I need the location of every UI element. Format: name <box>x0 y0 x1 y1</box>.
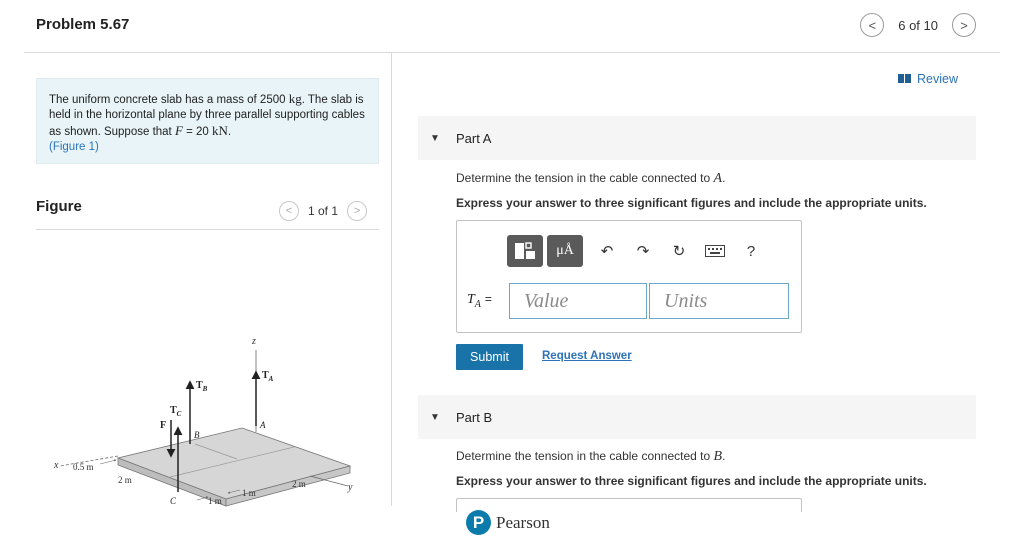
dimension-0-5m: 0.5 m <box>73 462 94 472</box>
z-axis-label: z <box>252 336 256 347</box>
next-problem-button[interactable] <box>952 13 976 37</box>
review-label: Review <box>917 72 958 86</box>
answer-variable-label: $T_A$ = <box>467 292 492 310</box>
request-answer-link[interactable]: Request Answer <box>542 350 632 362</box>
problem-text-1: The uniform concrete slab has a mass of 2500 <box>49 94 289 106</box>
units-symbol-icon: μÅ <box>556 243 574 258</box>
review-link[interactable] <box>898 72 958 86</box>
part-b-question-var: B <box>713 449 723 464</box>
part-a-instruction: Express your answer to three significant figures and include the appropriate units. <box>456 196 927 210</box>
point-c-label: C <box>170 496 177 506</box>
part-b-header[interactable] <box>418 395 976 439</box>
prev-problem-button[interactable] <box>860 13 884 37</box>
chevron-right-icon: > <box>960 17 968 33</box>
part-a-question-var: A <box>713 171 723 186</box>
math-toolbar <box>507 235 767 267</box>
left-panel <box>36 53 392 546</box>
force-f-label: F <box>160 420 167 431</box>
part-a-question <box>456 171 725 187</box>
caret-down-icon: ▼ <box>430 411 440 423</box>
dimension-1m-b: 1 m <box>242 488 256 498</box>
problem-page-count: 6 of 10 <box>898 17 938 33</box>
chevron-left-icon: < <box>868 17 877 33</box>
part-b-question-end: . <box>722 449 726 463</box>
chevron-right-icon: > <box>353 205 361 217</box>
units-symbol-button[interactable] <box>547 235 583 267</box>
point-b-label: B <box>194 430 200 440</box>
figure-divider <box>36 229 379 230</box>
dimension-1m-a: 1 m <box>208 496 222 506</box>
problem-text-2: . The slab is held in the horizontal plane by three parallel supporting cables as shown. Suppose that <box>49 94 365 138</box>
help-icon: ? <box>746 242 756 260</box>
part-a-question-text: Determine the tension in the cable connected to <box>456 171 714 185</box>
keyboard-button[interactable] <box>699 235 731 267</box>
next-figure-button[interactable] <box>347 201 367 221</box>
prev-figure-button[interactable] <box>279 201 299 221</box>
part-b-instruction: Express your answer to three significant figures and include the appropriate units. <box>456 474 927 488</box>
units-input[interactable]: Units <box>649 283 789 319</box>
unit-kg: kg <box>288 91 302 106</box>
part-a-header[interactable] <box>418 116 976 160</box>
tension-a-label: $T_A$ <box>262 370 274 383</box>
book-icon <box>898 72 911 86</box>
template-icon <box>514 242 536 260</box>
slab-figure <box>50 278 360 518</box>
problem-text-3: = 20 <box>182 126 212 138</box>
variable-f: F <box>174 123 183 138</box>
part-b-label: Part B <box>456 409 493 425</box>
right-panel <box>392 53 1000 546</box>
point-a-label: A <box>260 420 266 430</box>
caret-down-icon: ▼ <box>430 132 440 144</box>
problem-statement <box>36 78 379 164</box>
problem-nav <box>860 13 976 37</box>
dimension-line <box>100 460 116 464</box>
part-b-question-text: Determine the tension in the cable connected to <box>456 449 714 463</box>
pearson-brand <box>466 510 550 535</box>
submit-button[interactable]: Submit <box>456 344 523 370</box>
part-b-question <box>456 449 725 465</box>
y-axis-label: y <box>348 482 353 493</box>
value-input[interactable]: Value <box>509 283 647 319</box>
figure-count: 1 of 1 <box>308 204 339 218</box>
dimension-2m-left: 2 m <box>118 475 132 485</box>
part-a-question-end: . <box>722 171 726 185</box>
figure-link[interactable]: (Figure 1) <box>49 141 99 153</box>
x-axis-label: x <box>54 460 59 471</box>
redo-icon: ↷ <box>636 243 650 260</box>
undo-icon: ↶ <box>600 243 614 260</box>
slab-top-face <box>118 428 350 499</box>
reset-icon: ↻ <box>672 243 686 260</box>
pearson-name: Pearson <box>496 512 550 532</box>
problem-text-4: . <box>227 126 232 138</box>
figure-nav <box>279 201 367 221</box>
answer-input-row <box>467 283 789 319</box>
tension-c-label: $T_C$ <box>170 405 182 418</box>
redo-button[interactable] <box>627 235 659 267</box>
part-a-answer-box <box>456 220 802 333</box>
part-a-label: Part A <box>456 130 492 146</box>
help-button[interactable] <box>735 235 767 267</box>
undo-button[interactable] <box>591 235 623 267</box>
problem-header <box>24 0 1000 53</box>
reset-button[interactable] <box>663 235 695 267</box>
figure-heading: Figure <box>36 198 82 215</box>
pearson-logo-icon: P <box>466 510 491 535</box>
chevron-left-icon: < <box>285 205 293 217</box>
template-button[interactable] <box>507 235 543 267</box>
unit-kn: kN <box>212 123 228 138</box>
keyboard-icon <box>705 245 725 257</box>
problem-title: Problem 5.67 <box>36 16 130 33</box>
tension-b-label: $T_B$ <box>196 380 208 393</box>
dimension-2m-right: 2 m <box>292 479 306 489</box>
